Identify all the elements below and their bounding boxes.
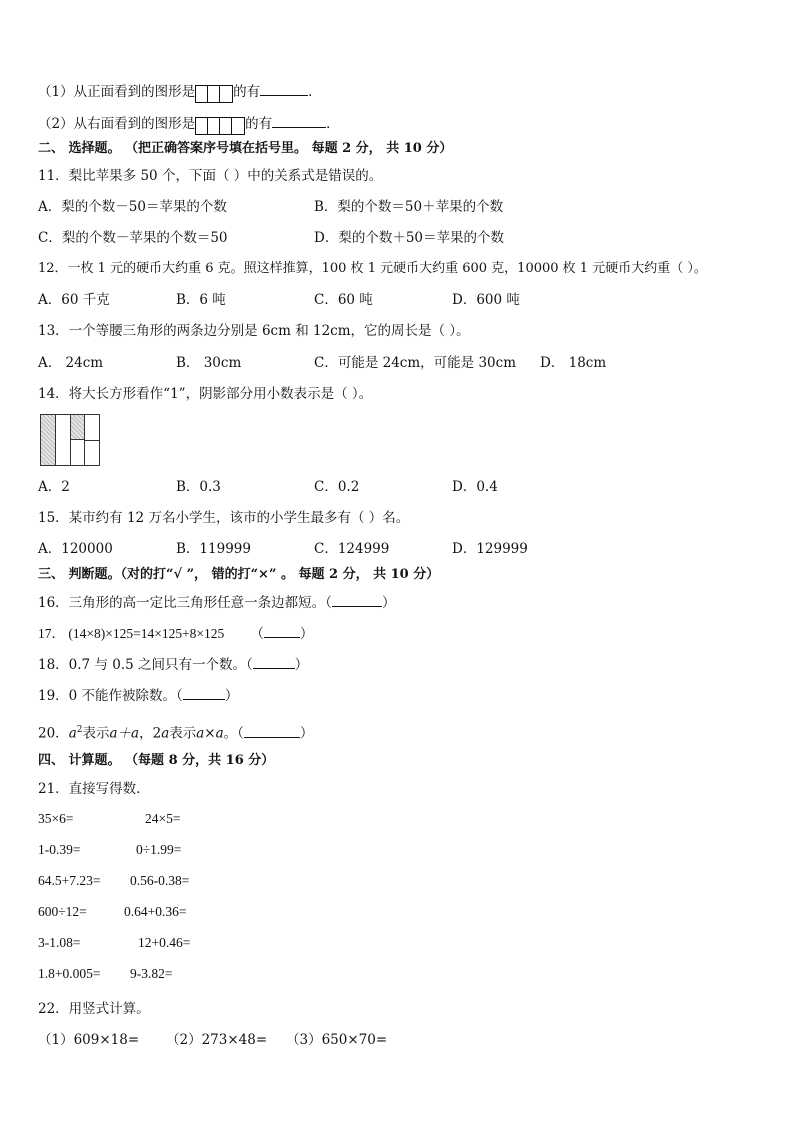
split-column — [71, 415, 86, 465]
answer-blank[interactable] — [332, 593, 382, 607]
answer-blank[interactable] — [264, 624, 300, 638]
calc-item: 24×5= — [145, 811, 181, 826]
answer-blank[interactable] — [183, 686, 225, 700]
answer-blank[interactable] — [253, 655, 295, 669]
q15-option-b[interactable]: B．119999 — [176, 541, 251, 557]
q12-option-a[interactable]: A．60 千克 — [38, 292, 110, 308]
q11-option-d[interactable]: D．梨的个数＋50＝苹果的个数 — [314, 230, 505, 246]
q15-option-a[interactable]: A．120000 — [38, 541, 113, 557]
q13-option-d[interactable]: D． 18cm — [540, 355, 607, 371]
q11-stem: 11．梨比苹果多 50 个，下面（ ）中的关系式是错误的。 — [38, 168, 383, 184]
q18: 18．0.7 与 0.5 之间只有一个数。（ ） — [38, 657, 309, 673]
q15-stem: 15．某市约有 12 万名小学生，该市的小学生最多有（ ）名。 — [38, 510, 410, 526]
q10-part1: （1）从正面看到的图形是 的有 ． — [38, 82, 322, 103]
calc-item: 1.8+0.005= — [38, 966, 101, 981]
calc-item: 0.56-0.38= — [130, 873, 190, 888]
q14-option-c[interactable]: C．0.2 — [314, 479, 360, 495]
calc-item: 35×6= — [38, 811, 74, 826]
calc-item: 12+0.46= — [138, 935, 191, 950]
section-3-heading: 三、 判断题。（对的打“√ ”， 错的打“×” 。 每题 2 分， 共 10 分） — [38, 567, 440, 582]
q14-option-b[interactable]: B．0.3 — [176, 479, 221, 495]
answer-blank[interactable] — [272, 114, 326, 128]
q10-part2: （2）从右面看到的图形是 的有 ． — [38, 114, 340, 135]
split-column — [85, 415, 99, 465]
q15-option-d[interactable]: D．129999 — [452, 541, 528, 557]
calc-item: 1-0.39= — [38, 842, 81, 857]
q14-option-a[interactable]: A．2 — [38, 479, 70, 495]
calc-item: 64.5+7.23= — [38, 873, 101, 888]
q12-option-b[interactable]: B．6 吨 — [176, 292, 226, 308]
section-2-heading: 二、 选择题。 （把正确答案序号填在括号里。 每题 2 分， 共 10 分） — [38, 141, 453, 156]
column — [56, 415, 71, 465]
q13-stem: 13．一个等腰三角形的两条边分别是 6cm 和 12cm，它的周长是（ ）。 — [38, 323, 470, 339]
q14-stem: 14．将大长方形看作“1”，阴影部分用小数表示是（ ）。 — [38, 386, 373, 402]
rectangle-figure — [40, 414, 100, 466]
q11-option-c[interactable]: C．梨的个数－苹果的个数＝50 — [38, 230, 228, 246]
q14-option-d[interactable]: D．0.4 — [452, 479, 498, 495]
q12-stem: 12．一枚 1 元的硬币大约重 6 克。照这样推算，100 枚 1 元硬币大约重 600 克，10000 枚 1 元硬币大约重（ ）。 — [38, 261, 707, 276]
calc-item: 3-1.08= — [38, 935, 81, 950]
q12-option-c[interactable]: C．60 吨 — [314, 292, 373, 308]
q16: 16．三角形的高一定比三角形任意一条边都短。（ ） — [38, 595, 396, 611]
shaded-column — [41, 415, 56, 465]
q22-part1: （1）609×18= — [38, 1032, 140, 1048]
q22-part3: （3）650×70= — [286, 1032, 388, 1048]
q11-option-b[interactable]: B．梨的个数＝50＋苹果的个数 — [314, 199, 504, 215]
calc-item: 0.64+0.36= — [124, 904, 187, 919]
q22-part2: （2）273×48= — [166, 1032, 268, 1048]
four-square-figure — [195, 117, 245, 135]
q13-option-a[interactable]: A． 24cm — [38, 355, 104, 371]
calc-item: 9-3.82= — [130, 966, 173, 981]
q13-option-b[interactable]: B． 30cm — [176, 355, 242, 371]
q13-option-c[interactable]: C．可能是 24cm，可能是 30cm — [314, 355, 516, 371]
q15-option-c[interactable]: C．124999 — [314, 541, 390, 557]
q19: 19．0 不能作被除数。（ ） — [38, 688, 239, 704]
answer-blank[interactable] — [260, 82, 308, 96]
q17: 17． (14×8)×125=14×125+8×125 （ ） — [38, 626, 314, 641]
calc-item: 600÷12= — [38, 904, 87, 919]
section-4-heading: 四、 计算题。 （每题 8 分，共 16 分） — [38, 753, 275, 768]
calc-item: 0÷1.99= — [136, 842, 182, 857]
answer-blank[interactable] — [244, 724, 300, 738]
q22-stem: 22．用竖式计算。 — [38, 1001, 150, 1017]
q20: 20．$a^2$表示a＋a，2a表示a×a。（ ） — [38, 725, 314, 742]
q12-option-d[interactable]: D．600 吨 — [452, 292, 520, 308]
three-square-figure — [195, 85, 233, 103]
q21-stem: 21．直接写得数． — [38, 781, 150, 797]
q11-option-a[interactable]: A．梨的个数－50＝苹果的个数 — [38, 199, 227, 215]
